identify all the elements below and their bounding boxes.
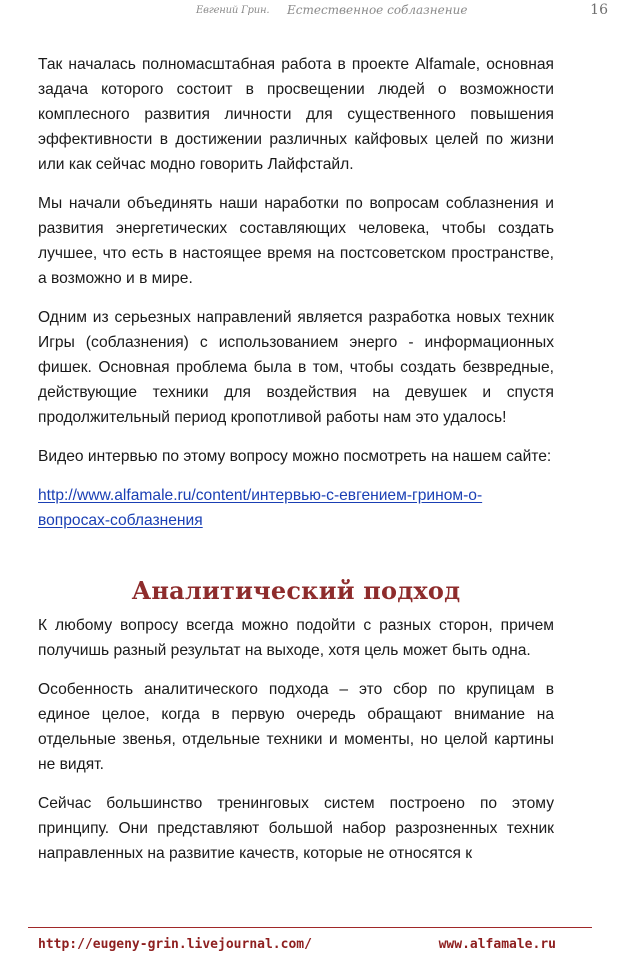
- section-paragraph-3: Сейчас большинство тренинговых систем построено по этому принципу. Они представляют большой набор разрозненных техник направленных на развитие качеств, которые не относятся к: [38, 795, 554, 862]
- video-link-paragraph: [38, 483, 554, 533]
- page-number: 16: [590, 2, 608, 18]
- page-body: [38, 52, 554, 880]
- footer-divider: [28, 927, 592, 928]
- section-paragraph-1: К любому вопросу всегда можно подойти с разных сторон, причем получишь разный результат на выходе, хотя цель может быть одна.: [38, 617, 554, 659]
- header-book-title: Естественное соблазнение: [287, 3, 468, 17]
- page-header: [0, 0, 620, 26]
- footer-alfamale-link[interactable]: www.alfamale.ru: [438, 937, 556, 952]
- paragraph-2: Мы начали объединять наши наработки по вопросам соблазнения и развития энергетических составляющих человека, чтобы создать лучшее, что есть в настоящее время на постсоветском пространстве, а возможно и в мире.: [38, 195, 554, 287]
- paragraph-4: Видео интервью по этому вопросу можно посмотреть на нашем сайте:: [38, 448, 552, 465]
- header-author: Евгений Грин.: [196, 5, 270, 16]
- section-heading: Аналитический подход: [131, 576, 461, 605]
- footer-livejournal-link[interactable]: http://eugeny-grin.livejournal.com/: [38, 937, 312, 952]
- section-paragraph-2: Особенность аналитического подхода – это сбор по крупицам в единое целое, когда в первую очередь обращают внимание на отдельные звенья, отдельные техники и моменты, но целой картины не видят.: [38, 681, 554, 773]
- video-interview-link[interactable]: http://www.alfamale.ru/content/интервью-с-евгением-грином-о-вопросах-соблазнения: [38, 487, 483, 529]
- paragraph-3: Одним из серьезных направлений является разработка новых техник Игры (соблазнения) с использованием энерго - информационных фишек. Основная проблема была в том, чтобы создать безвредные, действующие техники для воздействия на девушек и спустя продолжительный период кропотливой работы нам это удалось!: [38, 309, 554, 426]
- paragraph-1: Так началась полномасштабная работа в проекте Alfamale, основная задача которого состоит в просвещении людей о возможности комплесного развития личности для существенного повышения эффективности в достижении различных кайфовых целей по жизни или как сейчас модно говорить Лайфстайл.: [38, 56, 554, 173]
